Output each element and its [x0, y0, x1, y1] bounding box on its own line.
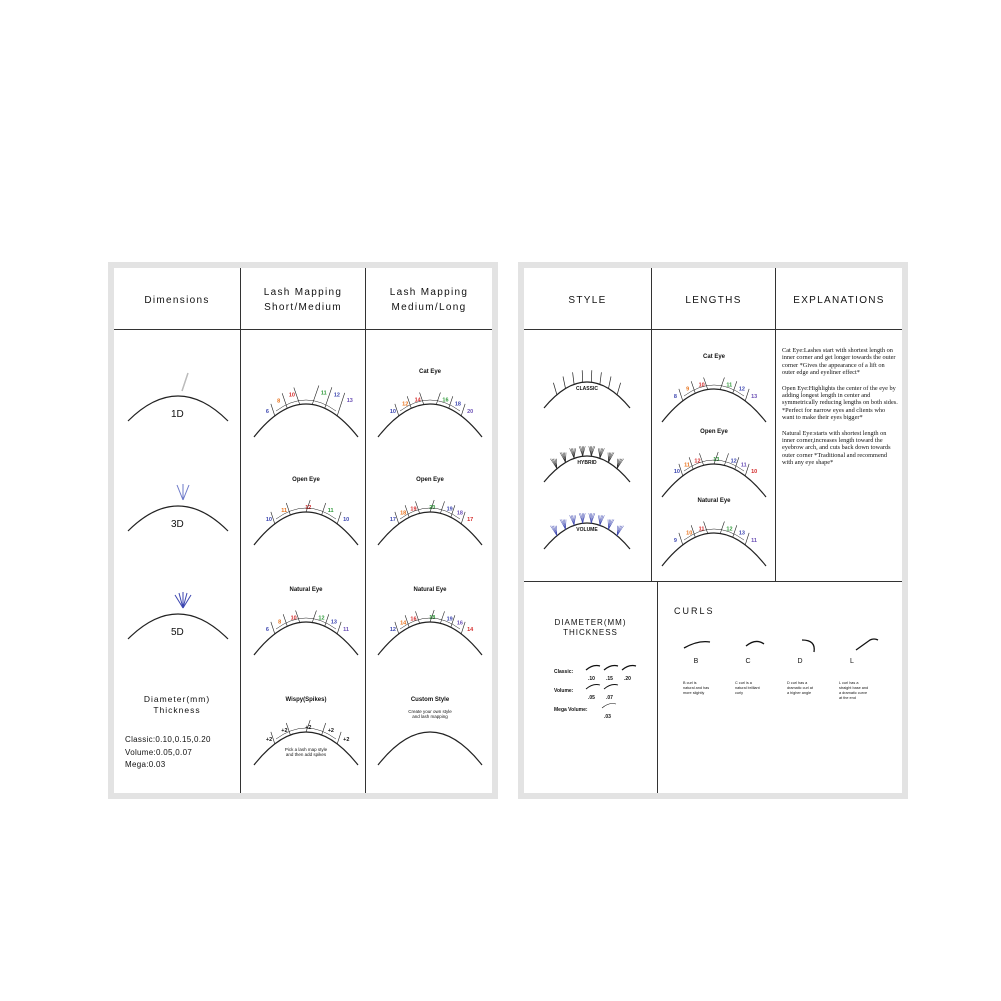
diameter-value: .07 — [606, 695, 613, 701]
lash-length-label: 17 — [389, 516, 396, 523]
lash-length-label: 11 — [726, 382, 733, 389]
diameter-samples — [524, 663, 657, 738]
lash-length-label: 9 — [686, 386, 690, 393]
curl-desc: B curl is — [683, 681, 697, 685]
lash-length-label: 10 — [288, 392, 295, 399]
curl-desc: natural brilliant — [735, 686, 760, 690]
lash-length-label: +2 — [265, 736, 273, 743]
thickness-values: Classic:0.10,0.15,0.20 Volume:0.05,0.07 Mega:0.03 — [125, 735, 211, 769]
dim-1d-label: 1D — [171, 409, 184, 420]
map-caption: and then add spikes — [285, 752, 327, 757]
lash-length-label: 8 — [277, 398, 281, 405]
lash-length-label: 18 — [454, 401, 461, 408]
lash-length-label: 8 — [278, 619, 282, 626]
custom-style-svg — [376, 691, 484, 771]
lash-length-label: 12 — [333, 392, 341, 399]
diameter-title: DIAMETER(MM) THICKNESS — [554, 618, 627, 637]
lash-length-label: 14 — [400, 620, 407, 627]
lash-length-label: 19 — [446, 616, 453, 623]
lash-length-label: 18 — [429, 615, 436, 621]
map-title: Cat Eye — [702, 354, 726, 360]
diameter-value: .03 — [604, 714, 611, 720]
lash-length-label: 11 — [327, 507, 334, 514]
lash-length-label: 12 — [305, 505, 312, 511]
diameter-svg — [524, 663, 657, 733]
curl-name: L — [850, 658, 854, 665]
short-medium-cat-eye-map — [252, 363, 360, 454]
lash-length-label: 11 — [281, 507, 288, 514]
diameter-value: .15 — [606, 676, 613, 682]
lash-length-label: 10 — [751, 468, 758, 475]
curls-svg — [674, 626, 899, 776]
lash-length-label: 16 — [410, 616, 417, 623]
lash-length-label: 13 — [330, 619, 337, 626]
lash-length-label: 10 — [389, 408, 396, 415]
map-caption: Pick a lash map style — [284, 747, 328, 752]
curl-desc: L curl has a — [839, 681, 859, 685]
curls-samples — [674, 626, 899, 781]
lash-length-label: +2 — [305, 725, 312, 731]
lash-length-label: 13 — [346, 397, 353, 404]
medium-long-open-eye-map — [376, 471, 484, 562]
header-short-medium: Lash Mapping Short/Medium — [263, 287, 343, 313]
lash-map-svg — [252, 691, 360, 771]
curl-name: D — [797, 658, 803, 665]
curl-desc: a dramatic curve — [839, 691, 868, 695]
dim-3d-label: 3D — [171, 519, 184, 530]
curl-desc: D curl has a — [787, 681, 808, 685]
lash-length-label: 11 — [751, 537, 757, 544]
lash-length-label: 16 — [456, 620, 463, 627]
lengths-natural-eye-map — [660, 492, 768, 583]
style-svg — [542, 360, 632, 420]
lash-map-svg — [252, 471, 360, 557]
dim-5d-label: 5D — [171, 627, 184, 638]
style-label: HYBRID — [577, 460, 597, 466]
lash-length-label: 13 — [751, 393, 758, 400]
map-title: Natural Eye — [289, 587, 323, 593]
short-medium-wispy-map — [252, 691, 360, 776]
lash-length-label: 9 — [673, 537, 677, 544]
map-title: Wispy(Spikes) — [285, 697, 327, 703]
lash-length-label: 20 — [467, 408, 474, 415]
map-caption: Create your own style — [408, 709, 452, 714]
style-volume-diagram — [542, 501, 632, 566]
header-medium-long: Lash Mapping Medium/Long — [389, 287, 469, 313]
style-label: VOLUME — [576, 527, 598, 533]
lash-map-svg — [252, 581, 360, 667]
lash-length-label: 10 — [265, 516, 272, 523]
lash-length-label: +2 — [343, 736, 350, 743]
lash-length-label: 18 — [400, 510, 407, 517]
medium-long-custom-style-map — [376, 691, 484, 776]
lash-length-label: 6 — [265, 408, 269, 415]
lash-chart-left — [108, 262, 498, 799]
lash-length-label: 11 — [684, 462, 690, 469]
lash-length-label: 12 — [318, 615, 325, 622]
lash-length-label: 6 — [265, 626, 269, 633]
lash-map-svg — [376, 581, 484, 667]
map-title: Natural Eye — [697, 498, 731, 504]
header-lengths: LENGTHS — [685, 295, 742, 306]
map-title: Open Eye — [292, 477, 320, 483]
short-medium-natural-eye-map — [252, 581, 360, 672]
lash-length-label: 10 — [343, 516, 350, 523]
header-explanations: EXPLANATIONS — [793, 295, 885, 306]
curl-desc: dramatic curl at — [787, 686, 813, 690]
lash-map-svg — [376, 363, 484, 449]
lash-length-label: 11 — [320, 390, 327, 397]
lash-length-label: 12 — [726, 526, 733, 533]
diameter-value: .10 — [588, 676, 595, 682]
explanation-natural-eye: Natural Eye:starts with shortest length on inner corner,increases length toward the eyebrow arch, and cuts back down towards outer corner *Traditional and recommend with any eye shape* — [782, 429, 891, 467]
diameter-row-label: Mega Volume: — [554, 707, 588, 713]
lash-length-label: 12 — [389, 626, 396, 633]
header-style: STYLE — [568, 295, 607, 306]
lash-length-label: 12 — [738, 386, 745, 393]
map-title: Open Eye — [416, 477, 444, 483]
lash-length-label: 10 — [673, 468, 680, 475]
lash-length-label: 12 — [730, 458, 737, 465]
lash-length-label: 14 — [414, 397, 421, 404]
lash-length-label: +2 — [281, 727, 288, 734]
diameter-row-label: Volume: — [554, 688, 574, 694]
curl-name: C — [745, 658, 751, 665]
lash-length-label: 12 — [694, 458, 701, 465]
curl-desc: at the end — [839, 696, 856, 700]
curl-desc: more slightly — [683, 691, 705, 695]
lash-length-label: 11 — [343, 626, 349, 633]
curl-name: B — [693, 658, 699, 665]
lash-length-label: 17 — [467, 516, 474, 523]
medium-long-natural-eye-map — [376, 581, 484, 672]
lash-length-label: 13 — [713, 457, 720, 463]
lash-length-label: 19 — [446, 506, 453, 513]
lash-length-label: 19 — [410, 506, 417, 513]
lash-map-svg — [252, 363, 360, 449]
lash-length-label: 14 — [467, 626, 474, 633]
diameter-row-label: Classic: — [554, 669, 574, 675]
explanation-cat-eye: Cat Eye:Lashes start with shortest length on inner corner and get longer towards the outer corner *Gives the appearance of a lift on outer edge and eyeliner effect* — [782, 347, 896, 377]
lash-chart-right — [518, 262, 908, 799]
curl-desc: C curl is a — [735, 681, 752, 685]
lash-length-label: 10 — [686, 530, 693, 537]
lash-length-label: 13 — [738, 530, 745, 537]
style-hybrid-diagram — [542, 434, 632, 499]
style-svg — [542, 501, 632, 561]
curl-desc: straight base and — [839, 686, 869, 690]
lash-map-svg — [660, 492, 768, 578]
lash-map-svg — [376, 471, 484, 557]
header-dimensions: Dimensions — [144, 295, 210, 306]
map-title: Open Eye — [700, 429, 728, 435]
explanations-text — [782, 347, 898, 475]
diameter-value: .05 — [588, 695, 595, 701]
lash-length-label: 12 — [402, 401, 409, 408]
lash-length-label: 11 — [740, 462, 747, 469]
lash-length-label: 10 — [698, 382, 705, 389]
map-title: Cat Eye — [418, 369, 442, 375]
explanation-open-eye: Open Eye:Highlights the center of the eye by adding longest length in center and symmetrically reducing lengths on both sides. *Perfect for narrow eyes and clients who want to make their eyes bigger* — [782, 384, 898, 422]
curl-desc: curly — [735, 691, 744, 695]
curls-title: CURLS — [674, 606, 715, 616]
short-medium-open-eye-map — [252, 471, 360, 562]
lash-length-label: 16 — [442, 397, 449, 404]
style-classic-diagram — [542, 360, 632, 425]
map-caption: and lash mapping — [412, 714, 448, 719]
diameter-value: .20 — [624, 676, 631, 682]
map-title: Natural Eye — [413, 587, 447, 593]
lash-length-label: 8 — [673, 393, 677, 400]
lash-length-label: 20 — [429, 505, 436, 511]
lash-length-label: 11 — [698, 526, 705, 533]
map-title: Custom Style — [410, 697, 450, 703]
lash-map-svg — [660, 348, 768, 434]
style-label: CLASSIC — [576, 386, 598, 392]
curl-desc: a higher angle — [787, 691, 812, 695]
lash-length-label: 10 — [290, 615, 297, 622]
lash-length-label: +2 — [327, 727, 335, 734]
medium-long-cat-eye-map — [376, 363, 484, 454]
curl-desc: natural and has — [683, 686, 710, 690]
lash-length-label: 18 — [456, 510, 463, 517]
thickness-title: Diameter(mm) Thickness — [143, 694, 211, 715]
style-svg — [542, 434, 632, 494]
